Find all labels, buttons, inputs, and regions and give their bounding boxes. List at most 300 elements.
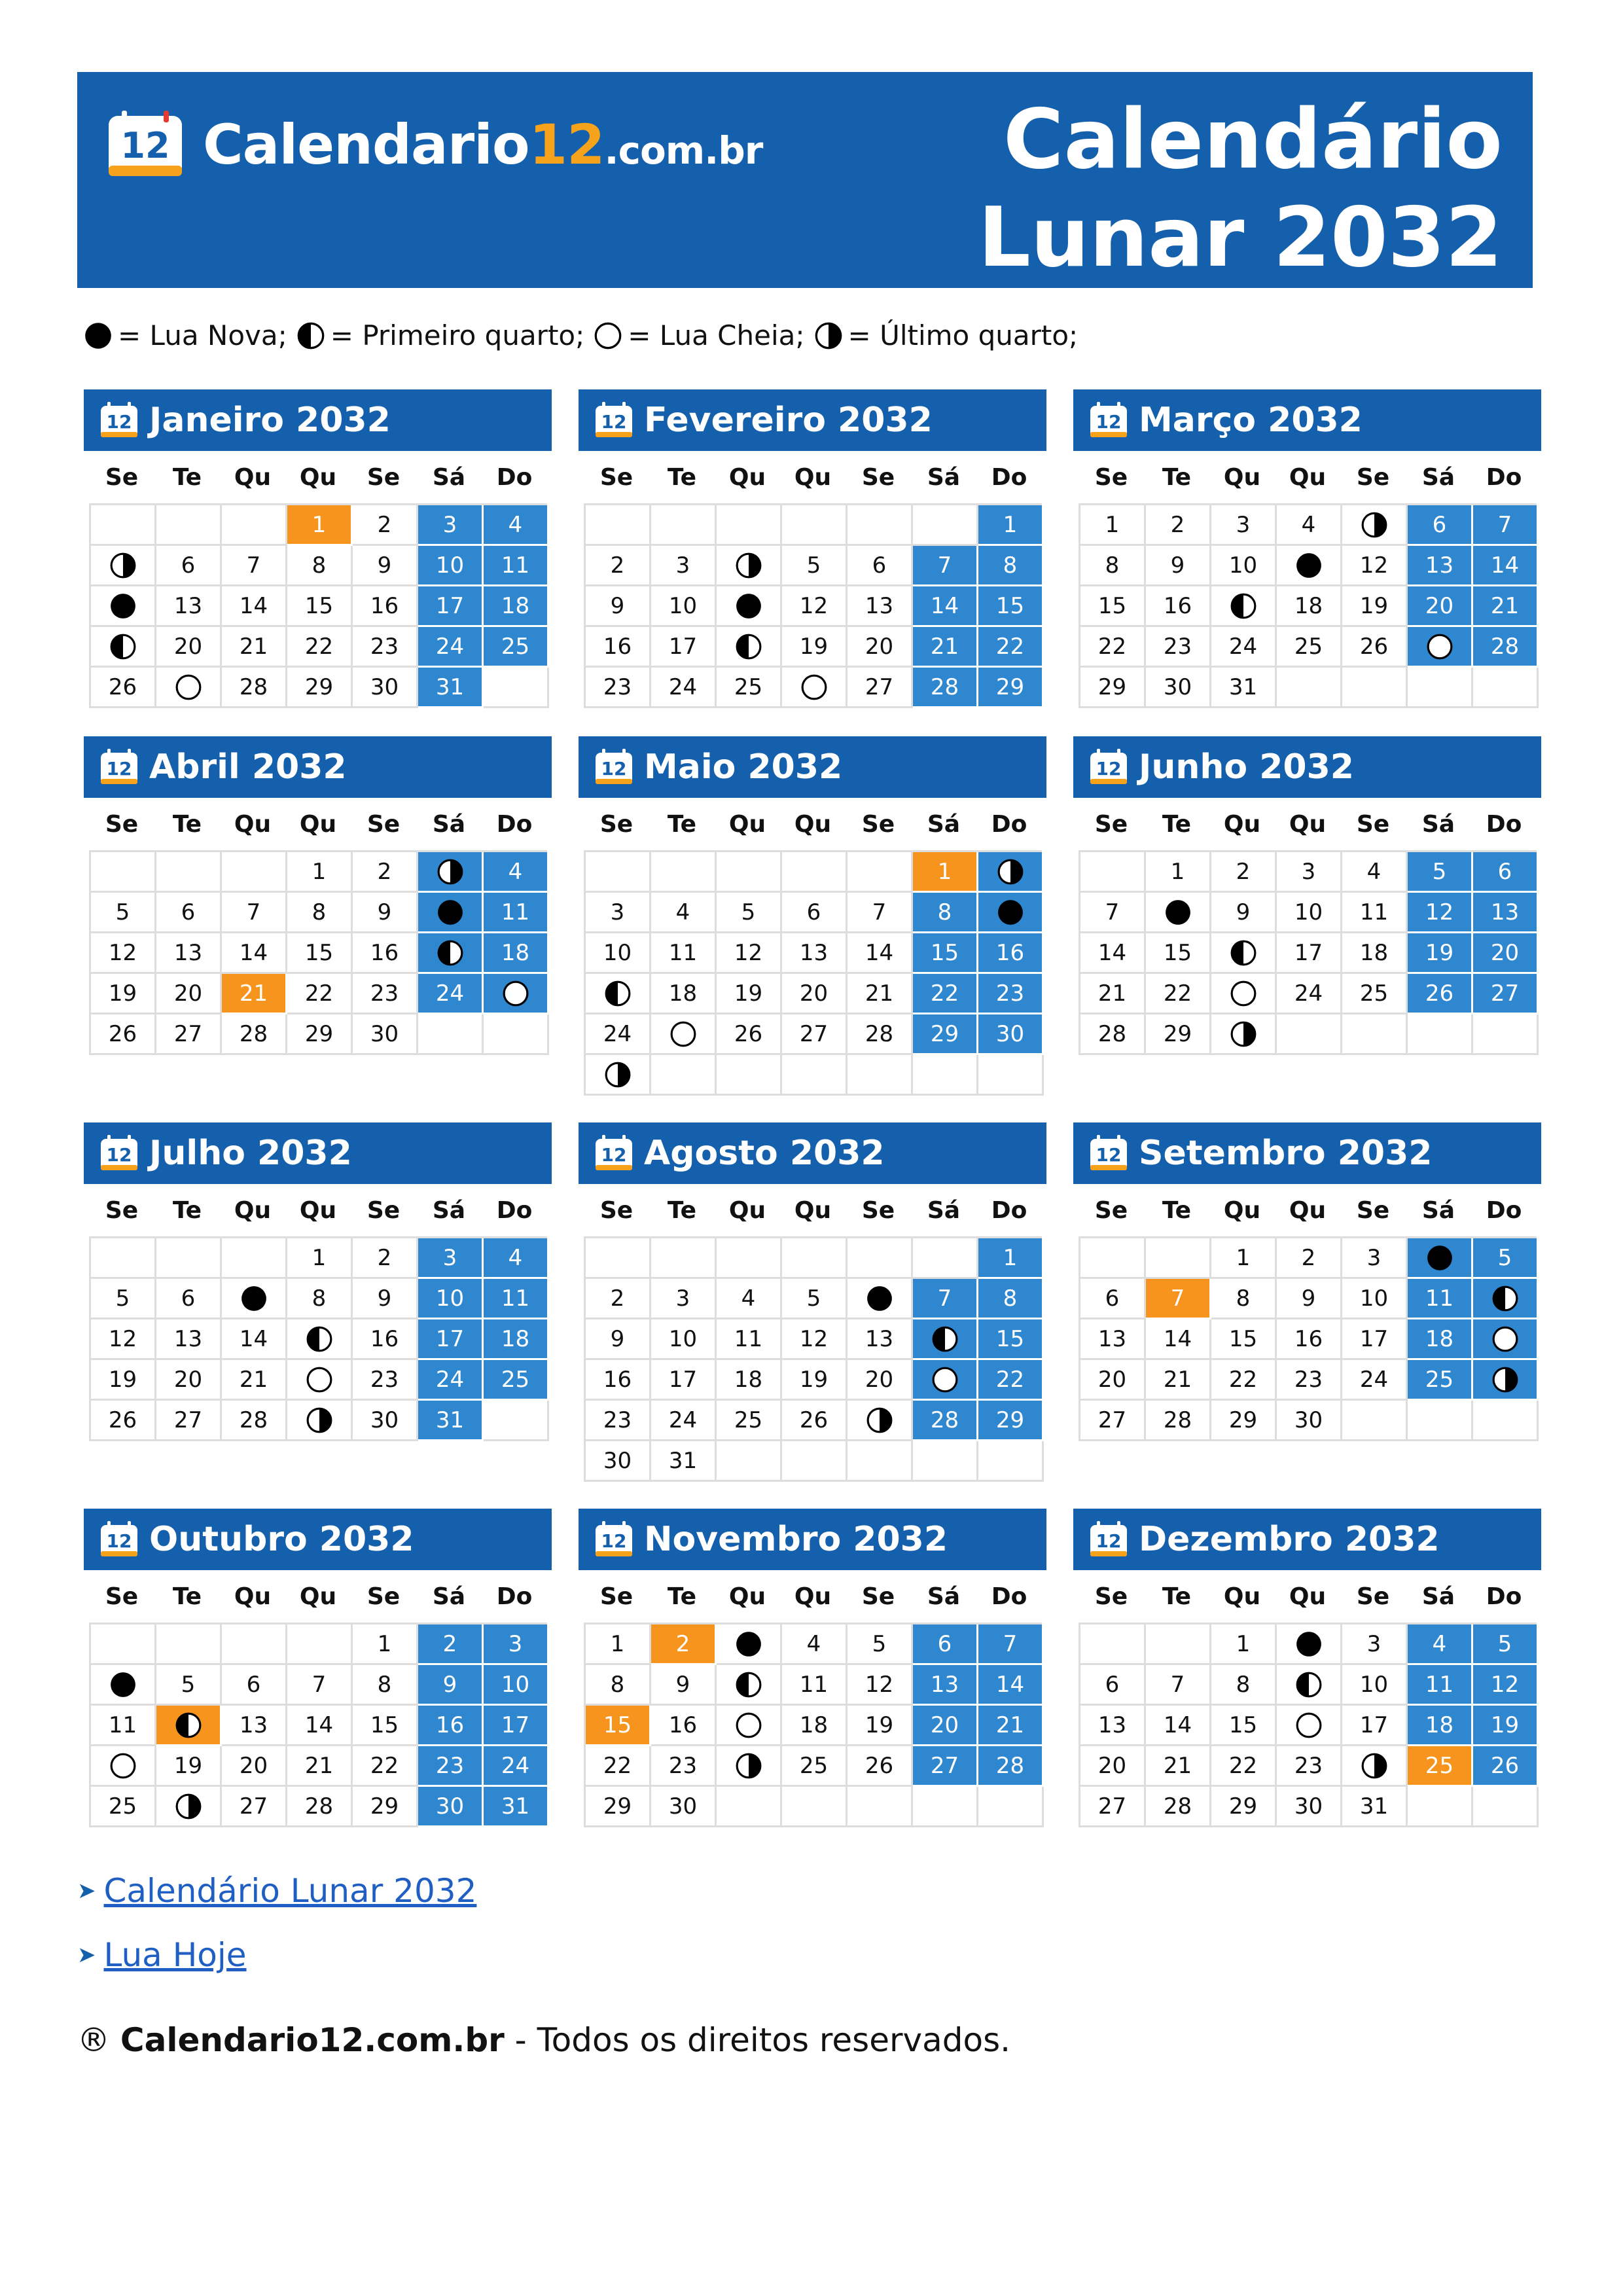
day-cell[interactable]: 10 — [484, 1665, 549, 1706]
day-cell[interactable]: 21 — [222, 627, 287, 668]
day-cell[interactable]: 26 — [91, 668, 156, 708]
day-cell[interactable]: 21 — [287, 1746, 353, 1787]
day-cell[interactable]: 11 — [1408, 1279, 1473, 1319]
day-cell[interactable]: 12 — [1342, 546, 1408, 586]
day-cell[interactable]: 22 — [1211, 1746, 1277, 1787]
day-cell[interactable]: 25 — [717, 668, 782, 708]
day-cell[interactable] — [91, 1665, 156, 1706]
day-cell[interactable] — [418, 852, 484, 893]
day-cell[interactable]: 7 — [978, 1624, 1044, 1665]
day-cell[interactable]: 1 — [978, 1238, 1044, 1279]
day-cell[interactable]: 6 — [156, 1279, 222, 1319]
day-cell[interactable] — [847, 1401, 913, 1441]
day-cell[interactable]: 4 — [484, 1238, 549, 1279]
day-cell[interactable]: 30 — [651, 1787, 717, 1827]
day-cell[interactable]: 8 — [287, 1279, 353, 1319]
day-cell[interactable]: 10 — [586, 933, 651, 974]
day-cell[interactable]: 6 — [913, 1624, 978, 1665]
day-cell[interactable]: 8 — [287, 546, 353, 586]
day-cell[interactable]: 16 — [586, 1360, 651, 1401]
day-cell[interactable] — [1211, 586, 1277, 627]
day-cell[interactable]: 31 — [651, 1441, 717, 1482]
day-cell[interactable]: 10 — [1342, 1279, 1408, 1319]
day-cell[interactable]: 8 — [978, 546, 1044, 586]
day-cell[interactable]: 14 — [1473, 546, 1539, 586]
day-cell[interactable]: 8 — [1211, 1665, 1277, 1706]
day-cell[interactable]: 29 — [287, 1014, 353, 1055]
day-cell[interactable]: 15 — [287, 933, 353, 974]
site-logo[interactable] — [106, 109, 762, 181]
day-cell[interactable] — [847, 1279, 913, 1319]
day-cell[interactable]: 19 — [156, 1746, 222, 1787]
day-cell[interactable]: 13 — [847, 586, 913, 627]
day-cell[interactable]: 19 — [782, 1360, 847, 1401]
day-cell[interactable]: 21 — [1146, 1746, 1211, 1787]
day-cell[interactable]: 6 — [1080, 1665, 1146, 1706]
day-cell[interactable]: 21 — [978, 1706, 1044, 1746]
day-cell[interactable]: 11 — [1342, 893, 1408, 933]
day-cell[interactable]: 13 — [156, 933, 222, 974]
day-cell[interactable]: 16 — [1277, 1319, 1342, 1360]
day-cell[interactable]: 23 — [353, 627, 418, 668]
day-cell[interactable]: 14 — [847, 933, 913, 974]
day-cell[interactable]: 5 — [91, 893, 156, 933]
day-cell[interactable]: 27 — [222, 1787, 287, 1827]
day-cell[interactable]: 27 — [913, 1746, 978, 1787]
day-cell[interactable]: 7 — [913, 546, 978, 586]
day-cell[interactable]: 18 — [717, 1360, 782, 1401]
day-cell[interactable]: 10 — [651, 1319, 717, 1360]
day-cell[interactable]: 16 — [1146, 586, 1211, 627]
day-cell[interactable]: 25 — [91, 1787, 156, 1827]
day-cell[interactable] — [717, 1746, 782, 1787]
day-cell[interactable]: 16 — [651, 1706, 717, 1746]
day-cell[interactable]: 22 — [1211, 1360, 1277, 1401]
day-cell[interactable]: 1 — [287, 505, 353, 546]
day-cell[interactable]: 28 — [1473, 627, 1539, 668]
day-cell[interactable]: 20 — [222, 1746, 287, 1787]
day-cell[interactable]: 31 — [418, 668, 484, 708]
day-cell[interactable]: 18 — [1408, 1706, 1473, 1746]
day-cell[interactable]: 26 — [717, 1014, 782, 1055]
day-cell[interactable] — [717, 1624, 782, 1665]
day-cell[interactable]: 6 — [156, 893, 222, 933]
day-cell[interactable]: 9 — [1277, 1279, 1342, 1319]
day-cell[interactable]: 3 — [1342, 1624, 1408, 1665]
day-cell[interactable] — [287, 1319, 353, 1360]
day-cell[interactable] — [1277, 1665, 1342, 1706]
day-cell[interactable]: 13 — [156, 1319, 222, 1360]
day-cell[interactable]: 19 — [1473, 1706, 1539, 1746]
day-cell[interactable]: 7 — [287, 1665, 353, 1706]
day-cell[interactable]: 19 — [91, 974, 156, 1014]
day-cell[interactable]: 28 — [1146, 1401, 1211, 1441]
day-cell[interactable]: 18 — [484, 586, 549, 627]
day-cell[interactable]: 1 — [1146, 852, 1211, 893]
day-cell[interactable]: 20 — [913, 1706, 978, 1746]
day-cell[interactable]: 2 — [1211, 852, 1277, 893]
day-cell[interactable]: 22 — [586, 1746, 651, 1787]
day-cell[interactable]: 4 — [1277, 505, 1342, 546]
day-cell[interactable] — [287, 1360, 353, 1401]
day-cell[interactable]: 29 — [978, 1401, 1044, 1441]
day-cell[interactable] — [91, 586, 156, 627]
day-cell[interactable]: 29 — [287, 668, 353, 708]
day-cell[interactable]: 26 — [1473, 1746, 1539, 1787]
day-cell[interactable]: 8 — [913, 893, 978, 933]
day-cell[interactable]: 1 — [1211, 1624, 1277, 1665]
day-cell[interactable]: 2 — [353, 852, 418, 893]
day-cell[interactable]: 15 — [353, 1706, 418, 1746]
day-cell[interactable] — [91, 627, 156, 668]
day-cell[interactable]: 23 — [1146, 627, 1211, 668]
day-cell[interactable]: 24 — [418, 974, 484, 1014]
day-cell[interactable]: 12 — [1473, 1665, 1539, 1706]
day-cell[interactable]: 4 — [1408, 1624, 1473, 1665]
day-cell[interactable]: 31 — [1342, 1787, 1408, 1827]
day-cell[interactable]: 4 — [717, 1279, 782, 1319]
day-cell[interactable]: 23 — [1277, 1746, 1342, 1787]
day-cell[interactable]: 6 — [1408, 505, 1473, 546]
day-cell[interactable]: 8 — [1080, 546, 1146, 586]
day-cell[interactable]: 4 — [651, 893, 717, 933]
day-cell[interactable]: 28 — [287, 1787, 353, 1827]
day-cell[interactable]: 18 — [1342, 933, 1408, 974]
day-cell[interactable]: 27 — [847, 668, 913, 708]
day-cell[interactable]: 8 — [353, 1665, 418, 1706]
day-cell[interactable]: 10 — [651, 586, 717, 627]
day-cell[interactable] — [1473, 1319, 1539, 1360]
day-cell[interactable]: 29 — [586, 1787, 651, 1827]
day-cell[interactable]: 14 — [913, 586, 978, 627]
day-cell[interactable]: 4 — [782, 1624, 847, 1665]
day-cell[interactable]: 22 — [978, 627, 1044, 668]
day-cell[interactable] — [1146, 893, 1211, 933]
day-cell[interactable]: 30 — [353, 1014, 418, 1055]
day-cell[interactable]: 28 — [222, 1401, 287, 1441]
day-cell[interactable]: 4 — [484, 505, 549, 546]
day-cell[interactable]: 15 — [913, 933, 978, 974]
day-cell[interactable]: 1 — [586, 1624, 651, 1665]
day-cell[interactable]: 18 — [484, 933, 549, 974]
day-cell[interactable]: 9 — [586, 1319, 651, 1360]
day-cell[interactable]: 12 — [717, 933, 782, 974]
day-cell[interactable]: 23 — [586, 668, 651, 708]
day-cell[interactable]: 1 — [287, 1238, 353, 1279]
day-cell[interactable]: 6 — [222, 1665, 287, 1706]
day-cell[interactable]: 5 — [847, 1624, 913, 1665]
day-cell[interactable]: 13 — [1473, 893, 1539, 933]
day-cell[interactable]: 15 — [1146, 933, 1211, 974]
day-cell[interactable]: 19 — [847, 1706, 913, 1746]
day-cell[interactable]: 20 — [156, 974, 222, 1014]
day-cell[interactable]: 20 — [156, 627, 222, 668]
day-cell[interactable] — [418, 893, 484, 933]
day-cell[interactable]: 23 — [353, 1360, 418, 1401]
day-cell[interactable]: 9 — [1211, 893, 1277, 933]
day-cell[interactable] — [156, 668, 222, 708]
day-cell[interactable]: 1 — [978, 505, 1044, 546]
day-cell[interactable]: 21 — [222, 1360, 287, 1401]
day-cell[interactable]: 12 — [782, 1319, 847, 1360]
day-cell[interactable]: 8 — [1211, 1279, 1277, 1319]
day-cell[interactable]: 19 — [91, 1360, 156, 1401]
day-cell[interactable]: 2 — [1277, 1238, 1342, 1279]
day-cell[interactable]: 14 — [222, 1319, 287, 1360]
day-cell[interactable]: 13 — [222, 1706, 287, 1746]
day-cell[interactable]: 26 — [91, 1401, 156, 1441]
day-cell[interactable]: 9 — [418, 1665, 484, 1706]
day-cell[interactable]: 18 — [651, 974, 717, 1014]
day-cell[interactable]: 12 — [91, 933, 156, 974]
day-cell[interactable]: 26 — [1342, 627, 1408, 668]
day-cell[interactable]: 24 — [586, 1014, 651, 1055]
day-cell[interactable]: 17 — [651, 627, 717, 668]
day-cell[interactable]: 20 — [847, 627, 913, 668]
day-cell[interactable]: 18 — [782, 1706, 847, 1746]
day-cell[interactable]: 7 — [222, 546, 287, 586]
day-cell[interactable]: 19 — [717, 974, 782, 1014]
day-cell[interactable]: 7 — [1146, 1279, 1211, 1319]
day-cell[interactable] — [1277, 546, 1342, 586]
day-cell[interactable]: 22 — [287, 627, 353, 668]
day-cell[interactable]: 8 — [287, 893, 353, 933]
day-cell[interactable]: 27 — [156, 1401, 222, 1441]
day-cell[interactable]: 31 — [484, 1787, 549, 1827]
day-cell[interactable]: 21 — [1146, 1360, 1211, 1401]
day-cell[interactable]: 2 — [1146, 505, 1211, 546]
day-cell[interactable]: 9 — [353, 893, 418, 933]
day-cell[interactable]: 17 — [418, 586, 484, 627]
day-cell[interactable]: 10 — [1277, 893, 1342, 933]
day-cell[interactable]: 8 — [586, 1665, 651, 1706]
day-cell[interactable]: 22 — [1146, 974, 1211, 1014]
day-cell[interactable] — [913, 1360, 978, 1401]
day-cell[interactable]: 2 — [651, 1624, 717, 1665]
day-cell[interactable]: 25 — [782, 1746, 847, 1787]
day-cell[interactable]: 7 — [847, 893, 913, 933]
day-cell[interactable]: 13 — [1408, 546, 1473, 586]
day-cell[interactable]: 3 — [1211, 505, 1277, 546]
day-cell[interactable]: 11 — [484, 546, 549, 586]
day-cell[interactable] — [782, 668, 847, 708]
day-cell[interactable] — [1342, 1746, 1408, 1787]
day-cell[interactable]: 26 — [847, 1746, 913, 1787]
day-cell[interactable]: 30 — [1146, 668, 1211, 708]
day-cell[interactable]: 29 — [1211, 1401, 1277, 1441]
day-cell[interactable] — [1211, 974, 1277, 1014]
day-cell[interactable]: 14 — [978, 1665, 1044, 1706]
day-cell[interactable]: 11 — [782, 1665, 847, 1706]
day-cell[interactable]: 21 — [847, 974, 913, 1014]
day-cell[interactable]: 19 — [1408, 933, 1473, 974]
day-cell[interactable]: 7 — [1146, 1665, 1211, 1706]
day-cell[interactable]: 29 — [353, 1787, 418, 1827]
day-cell[interactable]: 22 — [913, 974, 978, 1014]
day-cell[interactable]: 6 — [1473, 852, 1539, 893]
day-cell[interactable]: 31 — [1211, 668, 1277, 708]
day-cell[interactable]: 12 — [1408, 893, 1473, 933]
day-cell[interactable] — [1211, 1014, 1277, 1055]
day-cell[interactable]: 16 — [353, 586, 418, 627]
day-cell[interactable]: 16 — [586, 627, 651, 668]
day-cell[interactable]: 9 — [1146, 546, 1211, 586]
day-cell[interactable]: 24 — [418, 1360, 484, 1401]
day-cell[interactable]: 11 — [1408, 1665, 1473, 1706]
day-cell[interactable]: 26 — [91, 1014, 156, 1055]
day-cell[interactable] — [156, 1787, 222, 1827]
day-cell[interactable]: 3 — [586, 893, 651, 933]
day-cell[interactable]: 15 — [978, 1319, 1044, 1360]
day-cell[interactable]: 2 — [353, 1238, 418, 1279]
day-cell[interactable] — [1211, 933, 1277, 974]
day-cell[interactable]: 25 — [1277, 627, 1342, 668]
day-cell[interactable]: 13 — [1080, 1319, 1146, 1360]
day-cell[interactable]: 6 — [1080, 1279, 1146, 1319]
day-cell[interactable]: 14 — [222, 933, 287, 974]
day-cell[interactable]: 22 — [978, 1360, 1044, 1401]
day-cell[interactable]: 29 — [913, 1014, 978, 1055]
day-cell[interactable]: 9 — [353, 546, 418, 586]
day-cell[interactable]: 23 — [586, 1401, 651, 1441]
day-cell[interactable]: 7 — [1473, 505, 1539, 546]
day-cell[interactable]: 2 — [586, 1279, 651, 1319]
day-cell[interactable]: 24 — [1342, 1360, 1408, 1401]
day-cell[interactable]: 22 — [287, 974, 353, 1014]
day-cell[interactable]: 17 — [1342, 1319, 1408, 1360]
day-cell[interactable]: 23 — [1277, 1360, 1342, 1401]
day-cell[interactable] — [586, 974, 651, 1014]
day-cell[interactable]: 13 — [782, 933, 847, 974]
day-cell[interactable]: 10 — [418, 546, 484, 586]
day-cell[interactable] — [717, 627, 782, 668]
day-cell[interactable]: 19 — [782, 627, 847, 668]
day-cell[interactable]: 13 — [1080, 1706, 1146, 1746]
day-cell[interactable]: 8 — [978, 1279, 1044, 1319]
day-cell[interactable] — [287, 1401, 353, 1441]
day-cell[interactable]: 18 — [1277, 586, 1342, 627]
day-cell[interactable]: 3 — [484, 1624, 549, 1665]
day-cell[interactable]: 4 — [1342, 852, 1408, 893]
day-cell[interactable]: 9 — [353, 1279, 418, 1319]
day-cell[interactable]: 1 — [913, 852, 978, 893]
day-cell[interactable] — [978, 893, 1044, 933]
day-cell[interactable] — [418, 933, 484, 974]
day-cell[interactable] — [1277, 1624, 1342, 1665]
day-cell[interactable]: 15 — [586, 1706, 651, 1746]
day-cell[interactable]: 16 — [978, 933, 1044, 974]
day-cell[interactable]: 13 — [156, 586, 222, 627]
day-cell[interactable]: 6 — [847, 546, 913, 586]
day-cell[interactable]: 28 — [978, 1746, 1044, 1787]
day-cell[interactable]: 15 — [287, 586, 353, 627]
day-cell[interactable]: 23 — [651, 1746, 717, 1787]
day-cell[interactable]: 25 — [484, 627, 549, 668]
day-cell[interactable]: 10 — [1342, 1665, 1408, 1706]
day-cell[interactable] — [1408, 1238, 1473, 1279]
day-cell[interactable] — [222, 1279, 287, 1319]
day-cell[interactable]: 28 — [222, 668, 287, 708]
day-cell[interactable]: 23 — [353, 974, 418, 1014]
day-cell[interactable] — [1408, 627, 1473, 668]
day-cell[interactable]: 5 — [782, 546, 847, 586]
day-cell[interactable]: 2 — [586, 546, 651, 586]
day-cell[interactable]: 5 — [1408, 852, 1473, 893]
day-cell[interactable]: 28 — [847, 1014, 913, 1055]
day-cell[interactable]: 6 — [782, 893, 847, 933]
day-cell[interactable]: 16 — [353, 1319, 418, 1360]
day-cell[interactable]: 5 — [91, 1279, 156, 1319]
day-cell[interactable]: 7 — [913, 1279, 978, 1319]
day-cell[interactable]: 27 — [1080, 1787, 1146, 1827]
day-cell[interactable]: 11 — [484, 893, 549, 933]
day-cell[interactable]: 14 — [1080, 933, 1146, 974]
day-cell[interactable]: 3 — [1277, 852, 1342, 893]
day-cell[interactable] — [484, 974, 549, 1014]
day-cell[interactable] — [913, 1319, 978, 1360]
day-cell[interactable]: 17 — [1342, 1706, 1408, 1746]
day-cell[interactable]: 28 — [913, 668, 978, 708]
day-cell[interactable]: 29 — [1146, 1014, 1211, 1055]
day-cell[interactable] — [978, 852, 1044, 893]
day-cell[interactable]: 14 — [222, 586, 287, 627]
day-cell[interactable]: 23 — [978, 974, 1044, 1014]
day-cell[interactable]: 30 — [418, 1787, 484, 1827]
day-cell[interactable]: 20 — [156, 1360, 222, 1401]
day-cell[interactable]: 24 — [418, 627, 484, 668]
day-cell[interactable]: 20 — [1080, 1360, 1146, 1401]
day-cell[interactable]: 19 — [1342, 586, 1408, 627]
link-calendario-lunar[interactable]: Calendário Lunar 2032 — [103, 1872, 477, 1910]
day-cell[interactable]: 27 — [1080, 1401, 1146, 1441]
day-cell[interactable] — [1277, 1706, 1342, 1746]
day-cell[interactable] — [1342, 505, 1408, 546]
day-cell[interactable]: 30 — [353, 668, 418, 708]
day-cell[interactable] — [717, 1665, 782, 1706]
day-cell[interactable]: 24 — [1211, 627, 1277, 668]
day-cell[interactable]: 11 — [484, 1279, 549, 1319]
day-cell[interactable]: 14 — [1146, 1706, 1211, 1746]
day-cell[interactable]: 1 — [1211, 1238, 1277, 1279]
day-cell[interactable]: 14 — [1146, 1319, 1211, 1360]
day-cell[interactable] — [156, 1706, 222, 1746]
day-cell[interactable]: 30 — [586, 1441, 651, 1482]
day-cell[interactable]: 25 — [1408, 1746, 1473, 1787]
day-cell[interactable]: 9 — [586, 586, 651, 627]
day-cell[interactable]: 15 — [978, 586, 1044, 627]
day-cell[interactable]: 28 — [222, 1014, 287, 1055]
day-cell[interactable]: 17 — [418, 1319, 484, 1360]
day-cell[interactable]: 3 — [418, 1238, 484, 1279]
day-cell[interactable] — [91, 546, 156, 586]
day-cell[interactable]: 2 — [353, 505, 418, 546]
day-cell[interactable]: 28 — [913, 1401, 978, 1441]
day-cell[interactable]: 10 — [1211, 546, 1277, 586]
day-cell[interactable]: 31 — [418, 1401, 484, 1441]
day-cell[interactable]: 5 — [1473, 1624, 1539, 1665]
day-cell[interactable]: 22 — [1080, 627, 1146, 668]
day-cell[interactable]: 11 — [651, 933, 717, 974]
day-cell[interactable]: 21 — [913, 627, 978, 668]
day-cell[interactable] — [717, 586, 782, 627]
day-cell[interactable]: 3 — [651, 546, 717, 586]
day-cell[interactable]: 20 — [782, 974, 847, 1014]
day-cell[interactable] — [717, 1706, 782, 1746]
day-cell[interactable]: 16 — [353, 933, 418, 974]
day-cell[interactable]: 20 — [1473, 933, 1539, 974]
day-cell[interactable]: 24 — [1277, 974, 1342, 1014]
day-cell[interactable]: 24 — [651, 1401, 717, 1441]
